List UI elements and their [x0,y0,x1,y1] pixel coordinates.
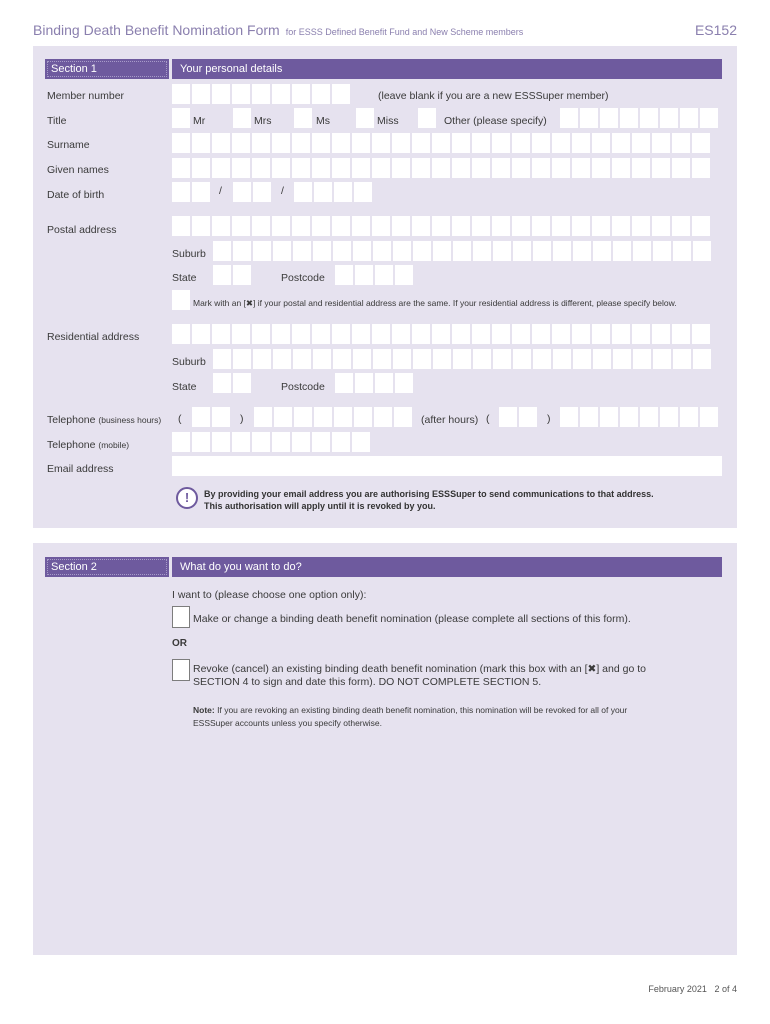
or-label: OR [172,638,187,649]
form-code: ES152 [694,22,737,38]
title-other-checkbox[interactable] [418,108,436,128]
phone-ah-close-paren: ) [547,413,551,425]
revoke-nomination-checkbox[interactable] [172,659,190,681]
title-ms-checkbox[interactable] [294,108,312,128]
given-names-field[interactable] [172,158,710,178]
telephone-mobile-label: Telephone (mobile) [47,439,130,451]
residential-postcode-field[interactable] [335,373,413,393]
phone-mobile-field[interactable] [172,432,370,452]
title-mrs: Mrs [254,115,272,127]
phone-bh-close-paren: ) [240,413,244,425]
postal-suburb-field[interactable] [213,241,711,261]
residential-state-label: State [172,381,197,393]
residential-address-label: Residential address [47,331,140,343]
footer-date: February 2021 [648,984,707,994]
email-notice: By providing your email address you are authorising ESSSuper to send communications to that address. This authorisation will apply until it is revoked by you. [204,489,654,511]
same-address-note: Mark with an [✖] if your postal and residential address are the same. If your residential address is different, please specify below. [193,298,677,308]
member-number-field[interactable] [172,84,350,104]
residential-address-field[interactable] [172,324,710,344]
phone-bh-area-code[interactable] [192,407,230,427]
exclamation-icon: ! [176,487,198,509]
section-1-heading: Your personal details [172,59,722,79]
title-other-field[interactable] [560,108,718,128]
postal-postcode-label: Postcode [281,272,325,284]
same-address-checkbox[interactable] [172,290,190,310]
email-field[interactable] [172,456,722,476]
title-other: Other (please specify) [444,115,547,127]
revoke-note: Note: If you are revoking an existing binding death benefit nomination, this nomination will be revoked for all of your ESSSuper accounts unless you specify otherwise. [193,705,628,728]
footer [648,984,737,994]
residential-postcode-label: Postcode [281,381,325,393]
postal-suburb-label: Suburb [172,248,206,260]
dob-day-field[interactable] [172,182,210,202]
title-label: Title [47,115,67,127]
telephone-business-label: Telephone (business hours) [47,414,162,426]
dob-year-field[interactable] [294,182,372,202]
revoke-nomination-label: Revoke (cancel) an existing binding death benefit nomination (mark this box with an [✖] and go to SECTION 4 to sign and date this form). DO NOT COMPLETE SECTION 5. [193,663,646,688]
title-miss-checkbox[interactable] [356,108,374,128]
section-2-panel [33,543,737,955]
surname-label: Surname [47,139,90,151]
email-label: Email address [47,463,114,475]
postal-postcode-field[interactable] [335,265,413,285]
make-nomination-checkbox[interactable] [172,606,190,628]
dob-month-field[interactable] [233,182,271,202]
phone-bh-number[interactable] [254,407,412,427]
after-hours-label: (after hours) [421,414,479,426]
residential-state-field[interactable] [213,373,251,393]
residential-suburb-label: Suburb [172,356,206,368]
postal-state-label: State [172,272,197,284]
member-number-note: (leave blank if you are a new ESSSuper member) [378,90,609,102]
section-2-intro: I want to (please choose one option only): [172,589,367,601]
phone-ah-open-paren: ( [486,413,490,425]
postal-state-field[interactable] [213,265,251,285]
title-mr-checkbox[interactable] [172,108,190,128]
dob-slash-2: / [281,185,284,197]
member-number-label: Member number [47,90,125,102]
phone-ah-number[interactable] [560,407,718,427]
title-mrs-checkbox[interactable] [233,108,251,128]
phone-ah-area-code[interactable] [499,407,537,427]
form-title: Binding Death Benefit Nomination Form for ESSS Defined Benefit Fund and New Scheme members [33,22,524,38]
section-2-number: Section 2 [45,557,169,577]
dob-slash-1: / [219,185,222,197]
given-names-label: Given names [47,164,109,176]
form-subtitle: for ESSS Defined Benefit Fund and New Scheme members [285,27,524,37]
section-2-heading: What do you want to do? [172,557,722,577]
postal-address-field[interactable] [172,216,710,236]
title-miss: Miss [377,115,399,127]
surname-field[interactable] [172,133,710,153]
page-number: 2 of 4 [714,984,737,994]
residential-suburb-field[interactable] [213,349,711,369]
title-ms: Ms [316,115,330,127]
make-nomination-label: Make or change a binding death benefit nomination (please complete all sections of this form). [193,613,631,625]
phone-bh-open-paren: ( [178,413,182,425]
dob-label: Date of birth [47,189,105,201]
section-1-number: Section 1 [45,59,169,79]
postal-address-label: Postal address [47,224,117,236]
title-mr: Mr [193,115,206,127]
